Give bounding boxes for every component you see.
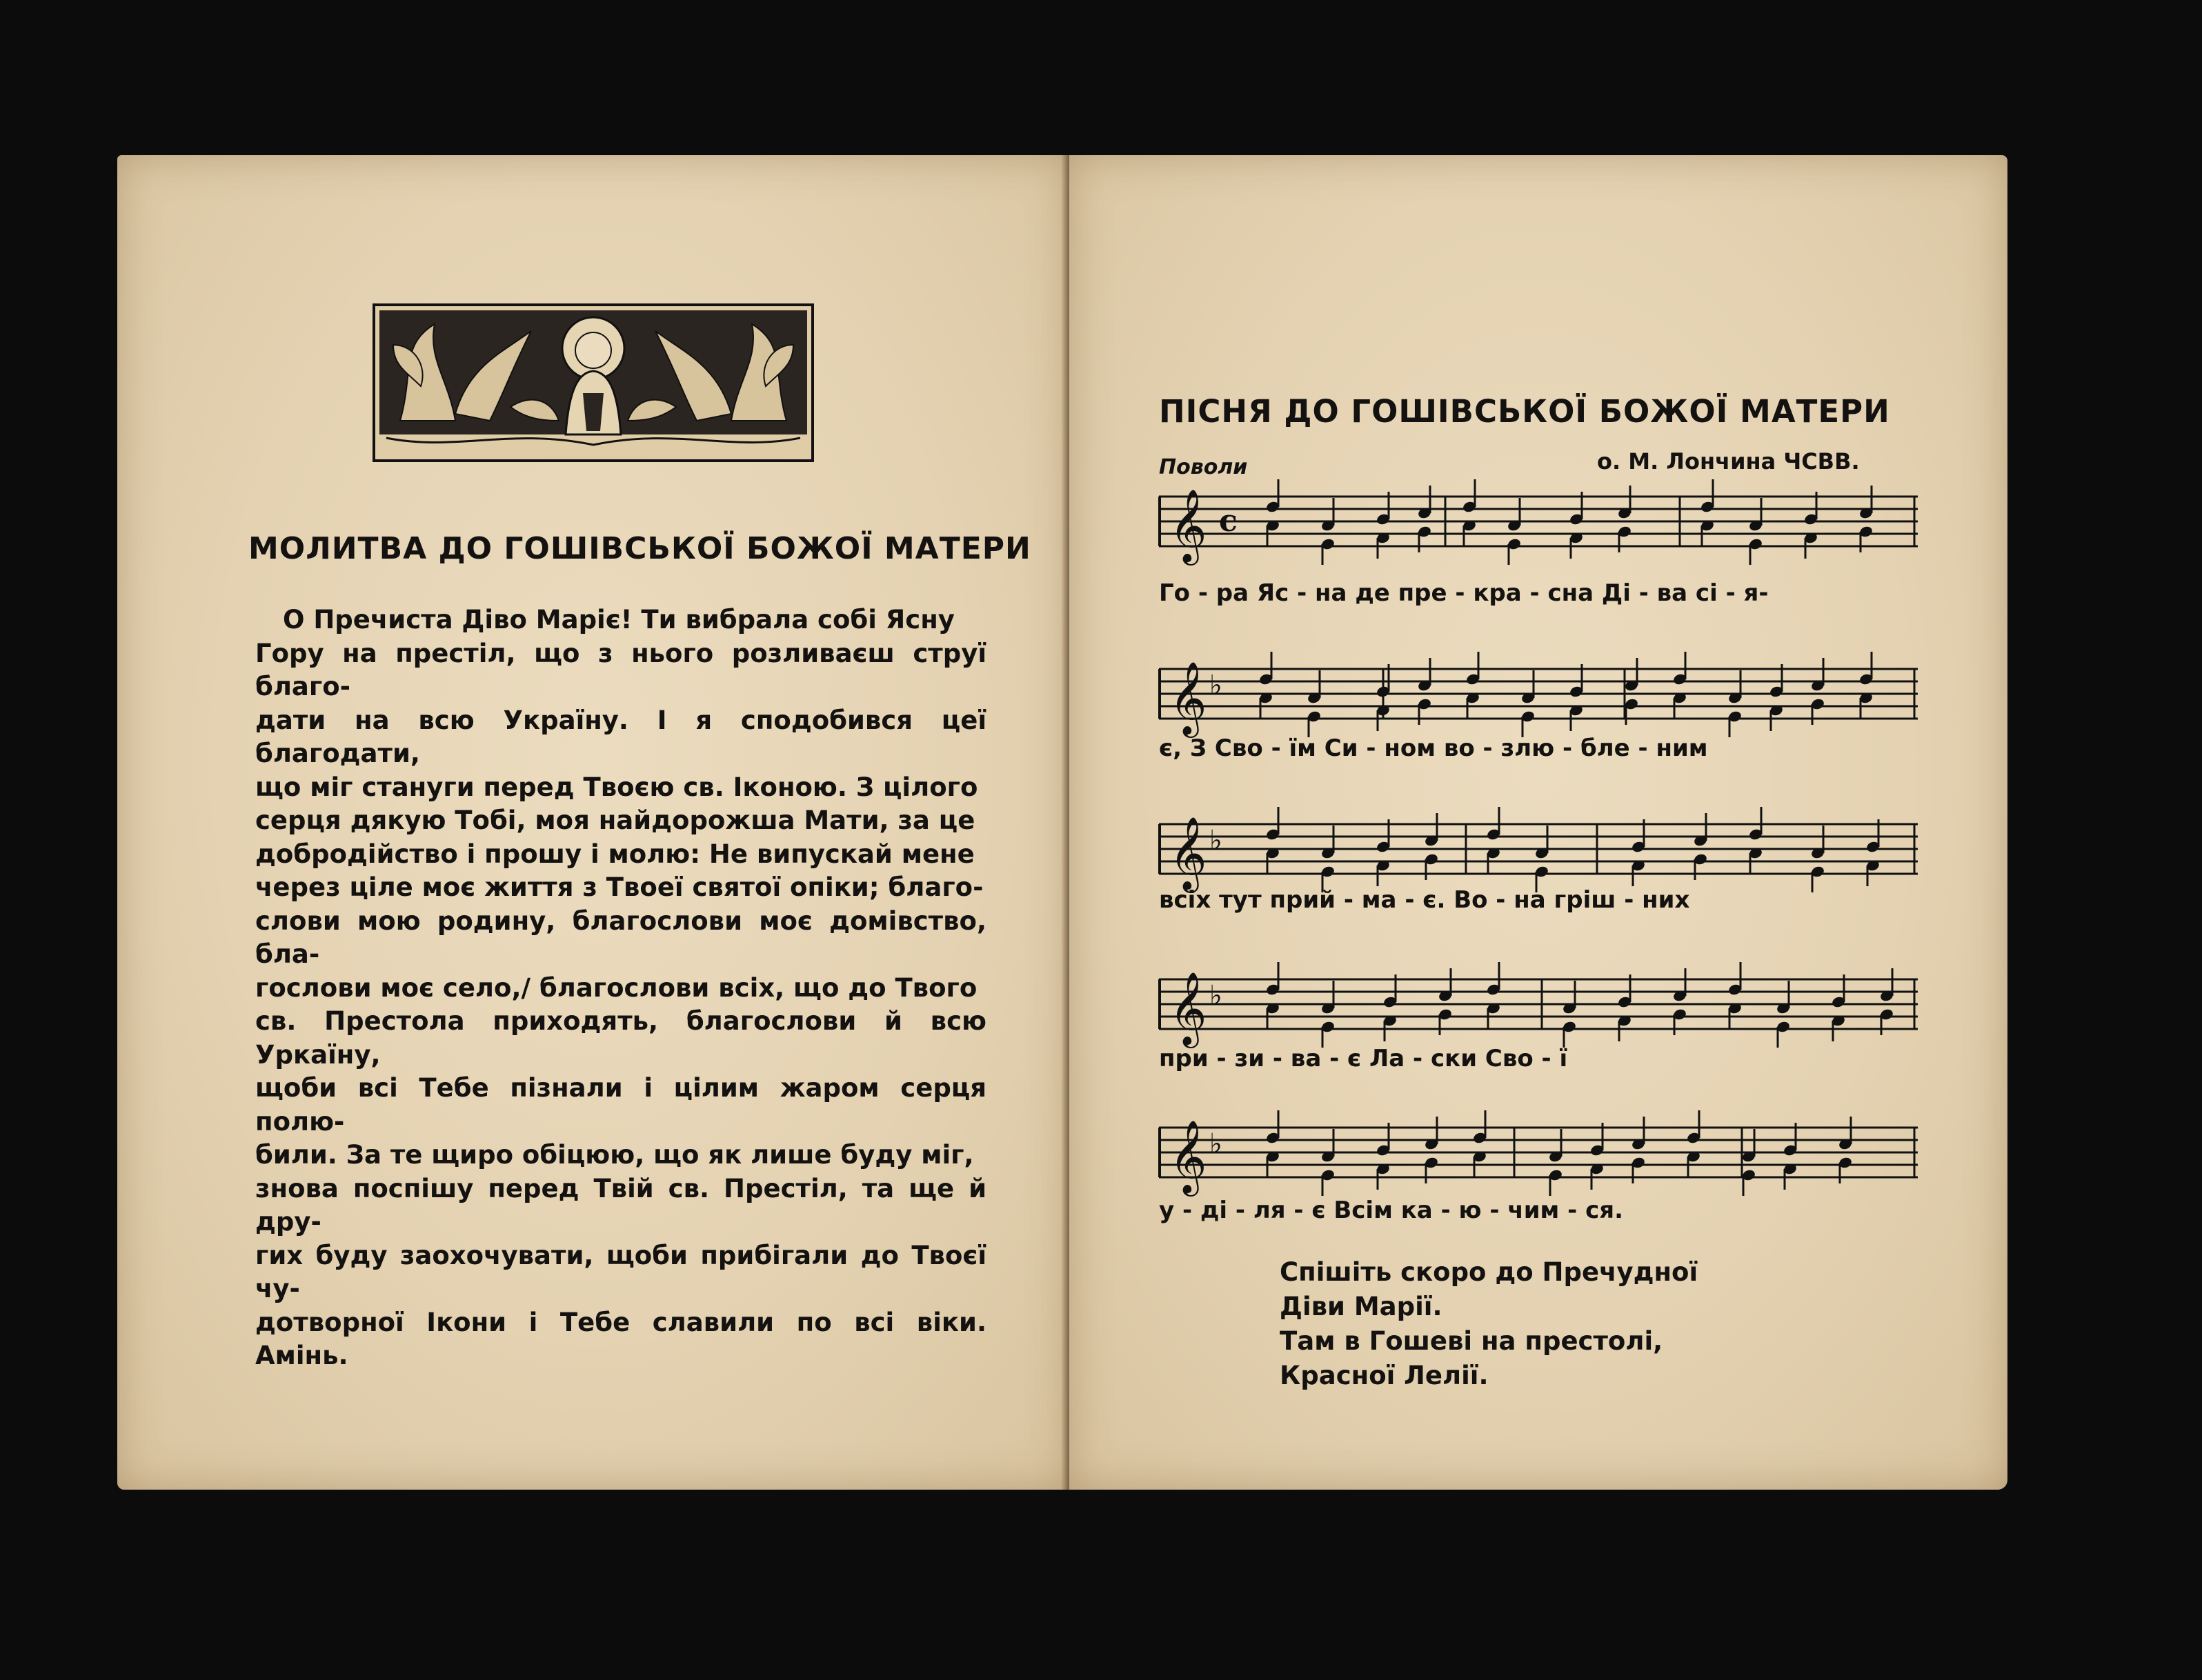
- svg-text:♭: ♭: [1209, 980, 1222, 1012]
- song-title: ПІСНЯ ДО ГОШІВСЬКОЇ БОЖОЇ МАТЕРИ: [1159, 393, 1890, 430]
- prayer-line: Гору на престіл, що з нього розливаєш струї благо-: [255, 638, 986, 701]
- lyrics-line: Го - ра Яс - на де пре - кра - сна Ді - ва сі - я-: [1159, 579, 1769, 607]
- lyrics-line: при - зи - ва - є Ла - ски Сво - ї: [1159, 1045, 1568, 1072]
- svg-text:𝄞: 𝄞: [1169, 488, 1207, 562]
- svg-text:c: c: [1219, 503, 1238, 539]
- prayer-line: знова поспішу перед Твій св. Престіл, та ще й дру-: [255, 1173, 986, 1237]
- music-staff: [1155, 807, 1921, 897]
- prayer-line: через ціле моє життя з Твоеї святої опіки; благо-: [255, 872, 984, 902]
- svg-text:♭: ♭: [1209, 670, 1222, 701]
- prayer-line: дотворної Ікони і Тебе славили по всі віки. Амінь.: [255, 1307, 986, 1370]
- svg-text:𝄞: 𝄞: [1169, 1119, 1207, 1193]
- prayer-line: гослови моє село,/ благослови всіх, що до Твого: [255, 972, 978, 1003]
- prayer-line: св. Престола приходять, благослови й всю Уркаїну,: [255, 1006, 986, 1070]
- svg-text:𝄞: 𝄞: [1169, 816, 1207, 890]
- verse-line: Там в Гошеві на престолі,: [1280, 1326, 1663, 1356]
- prayer-title: МОЛИТВА ДО ГОШІВСЬКОЇ БОЖОЇ МАТЕРИ: [248, 531, 1031, 566]
- lyrics-line: є, З Сво - їм Си - ном во - злю - бле - ним: [1159, 734, 1708, 762]
- music-staff: [1155, 479, 1921, 569]
- prayer-line: били. За те щиро обіцюю, що як лише буду міг,: [255, 1140, 974, 1170]
- lyrics-line: всіх тут прий - ма - є. Во - на гріш - них: [1159, 886, 1690, 914]
- svg-text:𝄞: 𝄞: [1169, 971, 1207, 1045]
- left-page: [117, 155, 1069, 1490]
- verse-line: Спішіть скоро до Пречудної: [1280, 1257, 1698, 1287]
- prayer-line: добродійство і прошу і молю: Не випускай мене: [255, 839, 975, 869]
- svg-text:♭: ♭: [1209, 825, 1222, 857]
- prayer-line: щоби всі Тебе пізнали і цілим жаром серця полю-: [255, 1073, 986, 1137]
- verse-line: Діви Марії.: [1280, 1292, 1442, 1321]
- svg-text:♭: ♭: [1209, 1128, 1222, 1160]
- svg-text:𝄞: 𝄞: [1169, 661, 1207, 734]
- composer-credit: о. М. Лончина ЧСВВ.: [1597, 448, 1860, 474]
- prayer-line: слови мою родину, благослови моє домівство, бла-: [255, 906, 986, 969]
- prayer-line: дати на всю Україну. І я сподобився цеї благодати,: [255, 705, 986, 768]
- prayer-text: [255, 603, 986, 1373]
- prayer-line: О Пречиста Діво Маріє! Ти вибрала собі Ясну: [283, 605, 955, 634]
- music-staff: [1155, 962, 1921, 1052]
- prayer-line: гих буду заохочувати, щоби прибігали до Твоєї чу-: [255, 1240, 986, 1303]
- verse-text: [1280, 1255, 1698, 1393]
- prayer-line: що міг стануги перед Твоєю св. Іконою. З цілого: [255, 772, 978, 802]
- music-staff: [1155, 1110, 1921, 1200]
- lyrics-line: у - ді - ля - є Всім ка - ю - чим - ся.: [1159, 1197, 1623, 1224]
- music-staff: [1155, 652, 1921, 741]
- verse-line: Красної Лелії.: [1280, 1361, 1489, 1390]
- right-page: [1069, 155, 2007, 1490]
- madonna-ornament-icon: [373, 303, 814, 462]
- prayer-line: серця дякую Тобі, моя найдорожша Мати, за це: [255, 806, 975, 835]
- tempo-marking: Поволи: [1159, 455, 1248, 479]
